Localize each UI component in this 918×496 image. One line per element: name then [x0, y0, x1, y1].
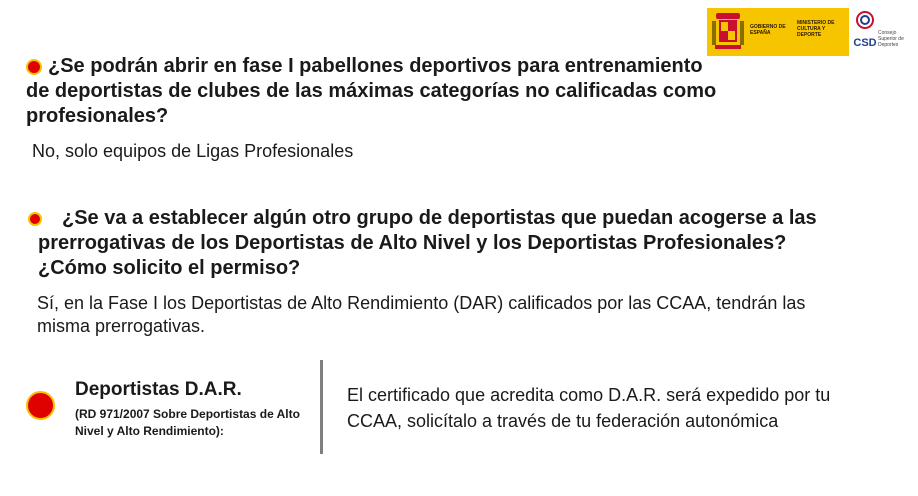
dar-title: Deportistas D.A.R. [75, 379, 242, 400]
csd-name: Consejo Superior de Deportes [878, 30, 904, 48]
dar-description: El certificado que acredita como D.A.R. será expedido por tu CCAA, solicítalo a través de tu federación autonómica [347, 385, 831, 431]
gobierno-text: GOBIERNO DE ESPAÑA [750, 24, 786, 36]
answer-1-text: No, solo equipos de Ligas Profesionales [32, 141, 354, 161]
dar-reference: (RD 971/2007 Sobre Deportistas de Alto Nivel y Alto Rendimiento): [75, 407, 300, 438]
coat-of-arms-icon [710, 11, 746, 53]
csd-logo-icon [853, 10, 877, 54]
divider [320, 360, 323, 454]
dar-bullet-icon [26, 391, 55, 420]
gobierno-logo [707, 8, 849, 56]
answer-2-text: Sí, en la Fase I los Deportistas de Alto Rendimiento (DAR) calificados por las CCAA, tendrán las misma prerrogativas. [37, 293, 806, 336]
question-1-text: ¿Se podrán abrir en fase I pabellones deportivos para entrenamiento de deportistas de clubes de las máximas categorías no calificadas como profesionales? [26, 55, 717, 127]
ministerio-text: MINISTERIO DE CULTURA Y DEPORTE [797, 20, 835, 38]
question-2-text: ¿Se va a establecer algún otro grupo de deportistas que puedan acogerse a las prerrogativas de los Deportistas de Alto Nivel y los Deportistas Profesionales? ¿Cómo solicito el permiso? [38, 207, 817, 279]
header-logos [707, 8, 912, 56]
csd-mark: CSD [853, 37, 877, 49]
